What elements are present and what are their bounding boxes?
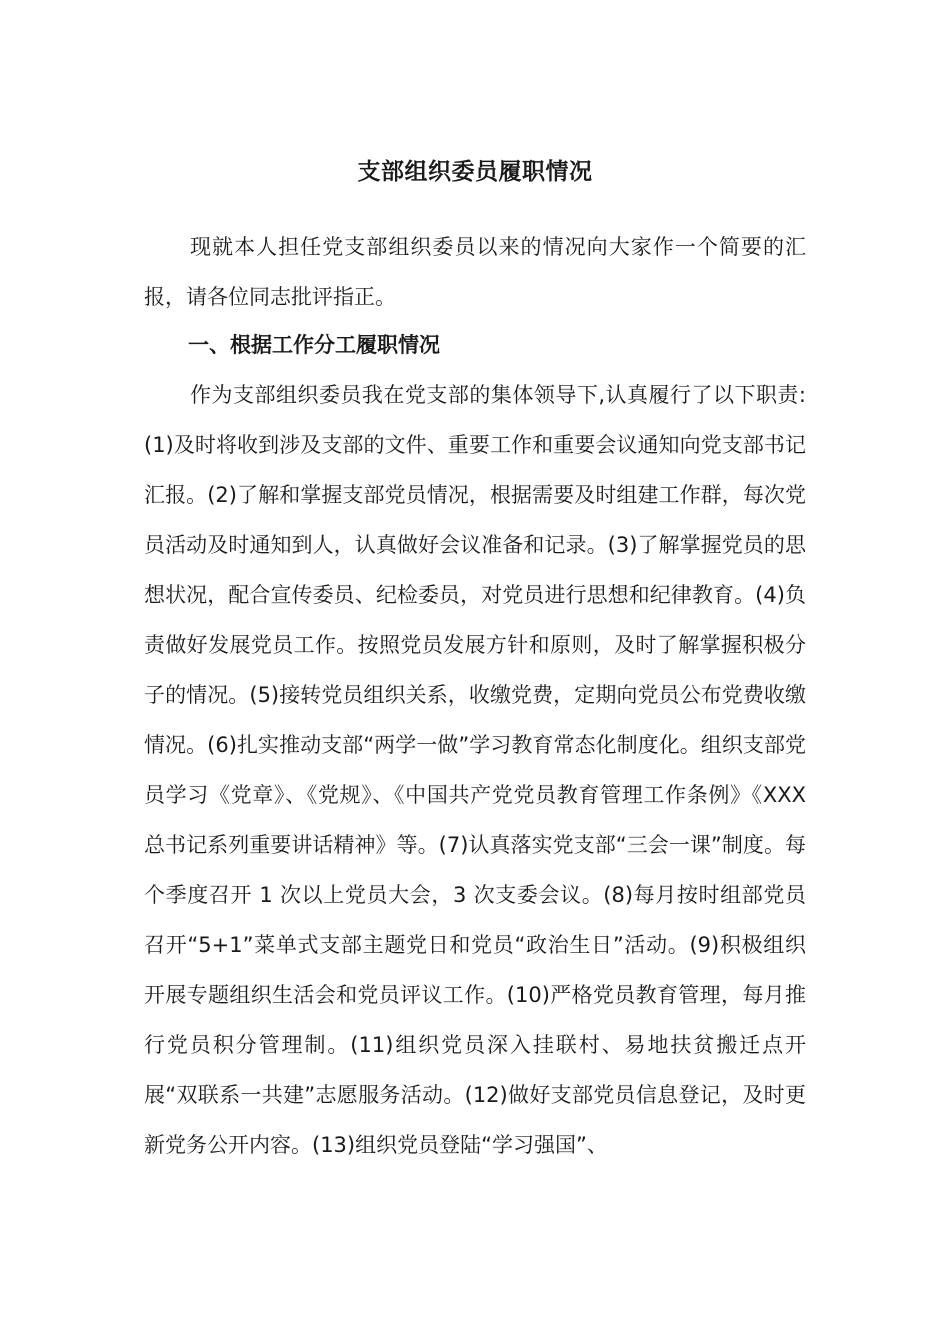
section-heading: 一、根据工作分工履职情况 (188, 333, 440, 357)
intro-paragraph: 现就本人担任党支部组织委员以来的情况向大家作一个简要的汇报，请各位同志批评指正。 (144, 235, 806, 309)
section-paragraph: 作为支部组织委员我在党支部的集体领导下,认真履行了以下职责:(1)及时将收到涉及支部的文件、重要工作和重要会议通知向党支部书记汇报。(2)了解和掌握支部党员情况，根据需要及时组建工作群，每次党员活动及时通知到人，认真做好会议准备和记录。(3)了解掌握党员的思想状况，配合宣传委员、纪检委员，对党员进行思想和纪律教育。(4)负责做好发展党员工作。按照党员发展方针和原则，及时了解掌握积极分子的情况。(5)接转党员组织关系，收缴党费，定期向党员公布党费收缴情况。(6)扎实推动支部“两学一做”学习教育常态化制度化。组织支部党员学习《党章》、《党规》、《中国共产党党员教育管理工作条例》《XXX 总书记系列重要讲话精神》等。(7)认真落实党支部“三会一课”制度。每个季度召开 1 次以上党员大会，3 次支委会议。(8)每月按时组部党员召开“5+1”菜单式支部主题党日和党员“政治生日”活动。(9)积极组织开展专题组织生活会和党员评议工作。(10)严格党员教育管理，每月推行党员积分管理制。(11)组织党员深入挂联村、易地扶贫搬迁点开展“双联系一共建”志愿服务活动。(12)做好支部党员信息登记，及时更新党务公开内容。(13)组织党员登陆“学习强国”、 (144, 383, 806, 1157)
document-title: 支部组织委员履职情况 (357, 159, 593, 185)
